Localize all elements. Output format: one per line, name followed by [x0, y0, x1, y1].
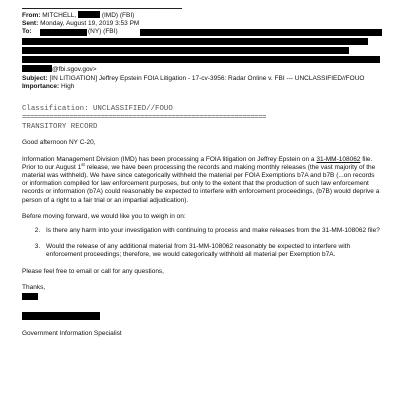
para1-text-c: release, we have been processing the records and making monthly releases (the vast majority of the material was withheld). We have since categorically withheld the material per FOIA Exemptions b7A and b7B (...on records or information compiled for law enforcement purposes, but only to the extent that the production of such law enforcement records or information (b7A) could reasonably be expected to interfere with enforcement proceedings, (b7B) would deprive a person of a right to a fair trial or an impartial adjudication). — [22, 163, 380, 204]
classification-line: Classification: UNCLASSIFIED//FOUO — [22, 105, 173, 114]
importance-value: High — [61, 82, 75, 90]
email-page — [22, 8, 382, 338]
transitory-record: TRANSITORY RECORD — [22, 122, 98, 131]
from-row — [22, 11, 382, 20]
paragraph-1 — [22, 156, 382, 205]
from-name: MITCHELL, — [42, 12, 77, 19]
subject-label: Subject: — [22, 74, 48, 82]
redaction — [22, 38, 368, 45]
subject-value: [IN LITIGATION] Jeffrey Epstein FOIA Litigation - 17-cv-3956: Radar Online v. FBI --- UNCLASSIFIED//FOUO — [49, 74, 365, 82]
file-number-link: 31-MM-108062 — [316, 155, 361, 163]
thanks: Thanks, — [22, 283, 46, 291]
sent-label: Sent: — [22, 20, 39, 28]
para1-text-a: Information Management Division (IMD) has been processing a FOIA litigation on Jeffrey Epstein on a — [22, 155, 317, 163]
to-row — [22, 28, 382, 36]
list-item: 2. Is there any harm into your investigation with continuing to process and make releases from the 31-MM-108062 file? — [42, 227, 382, 235]
redaction — [22, 56, 380, 63]
sent-value: Monday, August 19, 2019 3:53 PM — [40, 20, 140, 28]
classification-rule: ============================================================== — [22, 113, 266, 122]
email-address-row — [22, 65, 382, 74]
redaction — [40, 29, 87, 36]
para1-superscript: st — [81, 161, 85, 167]
redaction — [22, 47, 349, 54]
sent-row — [22, 20, 382, 28]
importance-label: Importance: — [22, 82, 60, 90]
list-item: 3. Would the release of any additional material from 31-MM-108062 reasonably be expected to interfere with enforcement proceedings; therefore, we would categorically withhold all material per Exemption b7A. — [42, 243, 382, 259]
header-divider — [22, 8, 182, 9]
recipients-redacted — [22, 38, 382, 63]
redaction — [78, 11, 100, 18]
email-suffix: @fbi.sgov.gov> — [52, 66, 97, 74]
importance-row — [22, 83, 382, 91]
to-org: (NY) (FBI) — [88, 28, 118, 36]
greeting: Good afternoon NY C-20, — [22, 139, 96, 147]
question-list — [22, 227, 382, 260]
redaction — [22, 293, 38, 300]
para1-text-b: file. Prior to our August 1 — [22, 155, 373, 171]
from-label: From: — [22, 12, 41, 19]
redaction — [140, 29, 382, 36]
signature-title: Government Information Specialist — [22, 330, 122, 338]
redaction — [22, 65, 52, 72]
redaction — [22, 312, 100, 320]
to-label: To: — [22, 28, 32, 36]
from-org: (IMD) (FBI) — [101, 12, 135, 19]
subject-row — [22, 75, 382, 83]
paragraph-2: Before moving forward, we would like you to weigh in on: — [22, 212, 186, 220]
closing: Please feel free to email or call for any questions, — [22, 267, 164, 275]
